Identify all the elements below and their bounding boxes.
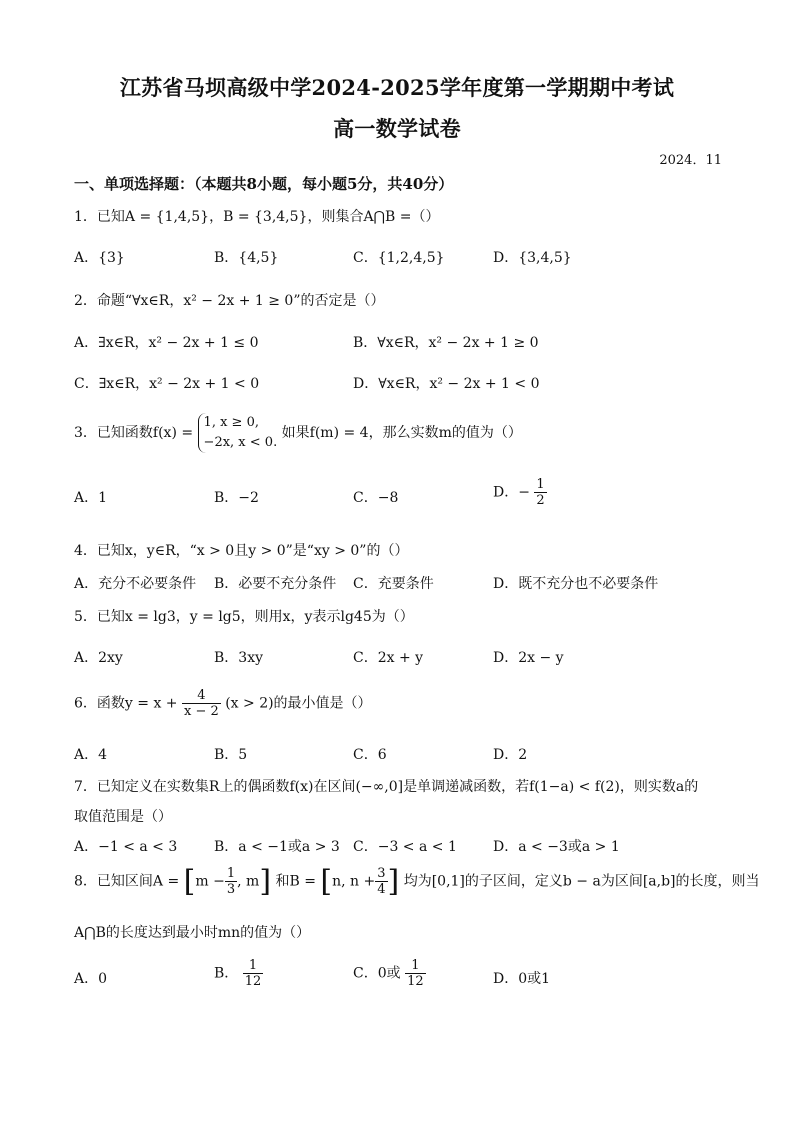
right-bracket: ] bbox=[259, 863, 272, 899]
option-d: D．2 bbox=[493, 747, 528, 763]
question-3-stem bbox=[74, 413, 522, 453]
option-c: C．2x + y bbox=[353, 650, 424, 666]
option-b bbox=[214, 958, 263, 989]
numerator: 1 bbox=[226, 866, 236, 881]
interval-b-left: n, n + bbox=[332, 873, 376, 890]
question-6-stem bbox=[74, 688, 372, 719]
denominator: x − 2 bbox=[183, 704, 219, 719]
question-7-stem-line2: 取值范围是（） bbox=[74, 809, 172, 825]
option-d: D．∀x∈R，x² − 2x + 1 < 0 bbox=[353, 376, 540, 392]
page-title: 江苏省马坝高级中学2024-2025学年度第一学期期中考试 bbox=[119, 75, 675, 100]
option-b: B．−2 bbox=[214, 490, 259, 506]
denominator: 4 bbox=[377, 882, 386, 897]
fraction bbox=[534, 477, 546, 508]
option-a: A．{3} bbox=[74, 250, 125, 266]
option-d bbox=[493, 477, 547, 508]
fraction bbox=[182, 688, 221, 719]
numerator: 3 bbox=[377, 866, 386, 881]
option-a: A．4 bbox=[74, 747, 108, 763]
numerator: 1 bbox=[243, 958, 264, 974]
option-c: C．∃x∈R，x² − 2x + 1 < 0 bbox=[74, 376, 260, 392]
denominator: 3 bbox=[226, 882, 236, 897]
option-a: A．2xy bbox=[74, 650, 123, 666]
option-a: A．0 bbox=[74, 971, 108, 987]
fraction bbox=[225, 866, 237, 897]
right-bracket: ] bbox=[387, 863, 400, 899]
option-d: D．0或1 bbox=[493, 971, 551, 987]
stem-suffix: 如果f(m) = 4，那么实数m的值为（） bbox=[281, 425, 522, 441]
stem-part-1: 8．已知区间A = bbox=[74, 873, 180, 890]
option-a: A．1 bbox=[74, 490, 108, 506]
option-b: B．a < −1或a > 3 bbox=[214, 839, 340, 855]
option-b-prefix: B． bbox=[214, 965, 239, 982]
option-c-prefix: C．0或 bbox=[353, 965, 401, 982]
option-b: B．{4,5} bbox=[214, 250, 279, 266]
left-bracket: [ bbox=[183, 863, 196, 899]
option-b: B．3xy bbox=[214, 650, 263, 666]
option-d: D．{3,4,5} bbox=[493, 250, 572, 266]
question-5-stem: 5．已知x = lg3，y = lg5，则用x，y表示lg45为（） bbox=[74, 609, 414, 625]
fraction bbox=[375, 866, 387, 897]
option-b: B．∀x∈R，x² − 2x + 1 ≥ 0 bbox=[353, 335, 539, 351]
question-1-stem: 1．已知A = {1,4,5}，B = {3,4,5}，则集合A⋂B =（） bbox=[74, 209, 440, 225]
option-c: C．6 bbox=[353, 747, 387, 763]
option-c bbox=[353, 958, 426, 989]
fraction bbox=[405, 958, 426, 989]
question-7-stem-line1: 7．已知定义在实数集R上的偶函数f(x)在区间(−∞,0]是单调递减函数，若f(1−a) < f(2)，则实数a的 bbox=[74, 779, 699, 795]
option-b: B．5 bbox=[214, 747, 248, 763]
denominator: 2 bbox=[536, 493, 545, 508]
option-d: D．a < −3或a > 1 bbox=[493, 839, 620, 855]
option-c: C．−8 bbox=[353, 490, 399, 506]
denominator: 12 bbox=[407, 974, 424, 989]
case-2: −2x, x < 0. bbox=[203, 435, 278, 450]
left-bracket: [ bbox=[320, 863, 333, 899]
question-8-stem-line1 bbox=[74, 863, 760, 899]
option-d: D．2x − y bbox=[493, 650, 564, 666]
case-1: 1, x ≥ 0, bbox=[203, 415, 259, 430]
question-4-stem: 4．已知x，y∈R，“x > 0且y > 0”是“xy > 0”的（） bbox=[74, 543, 409, 559]
fraction bbox=[243, 958, 264, 989]
option-c: C．充要条件 bbox=[353, 576, 434, 592]
piecewise-function bbox=[198, 413, 278, 453]
option-c: C．−3 < a < 1 bbox=[353, 839, 457, 855]
option-a: A．−1 < a < 3 bbox=[74, 839, 178, 855]
denominator: 12 bbox=[244, 974, 262, 989]
page-subtitle: 高一数学试卷 bbox=[333, 116, 461, 141]
question-2-stem: 2．命题“∀x∈R，x² − 2x + 1 ≥ 0”的否定是（） bbox=[74, 293, 385, 309]
numerator: 1 bbox=[405, 958, 426, 974]
option-a: A．∃x∈R，x² − 2x + 1 ≤ 0 bbox=[74, 335, 259, 351]
numerator: 1 bbox=[536, 477, 545, 492]
option-d: D．既不充分也不必要条件 bbox=[493, 576, 659, 592]
exam-date: 2024．11 bbox=[659, 153, 722, 168]
interval-a-right: , m bbox=[237, 873, 260, 890]
stem-suffix: (x > 2)的最小值是（） bbox=[225, 695, 372, 712]
question-8-stem-line2: A⋂B的长度达到最小时mn的值为（） bbox=[74, 925, 311, 941]
option-a: A．充分不必要条件 bbox=[74, 576, 197, 592]
stem-prefix: 3．已知函数f(x) = bbox=[74, 425, 194, 441]
option-d-prefix: D．− bbox=[493, 484, 530, 501]
stem-part-2: 和B = bbox=[275, 873, 316, 890]
option-c: C．{1,2,4,5} bbox=[353, 250, 445, 266]
stem-prefix: 6．函数y = x + bbox=[74, 695, 178, 712]
numerator: 4 bbox=[182, 688, 221, 704]
stem-part-3: 均为[0,1]的子区间，定义b − a为区间[a,b]的长度，则当 bbox=[403, 873, 760, 890]
option-b: B．必要不充分条件 bbox=[214, 576, 337, 592]
interval-a-left: m − bbox=[195, 873, 225, 890]
section-heading: 一、单项选择题：（本题共8小题，每小题5分，共40分） bbox=[74, 175, 454, 193]
